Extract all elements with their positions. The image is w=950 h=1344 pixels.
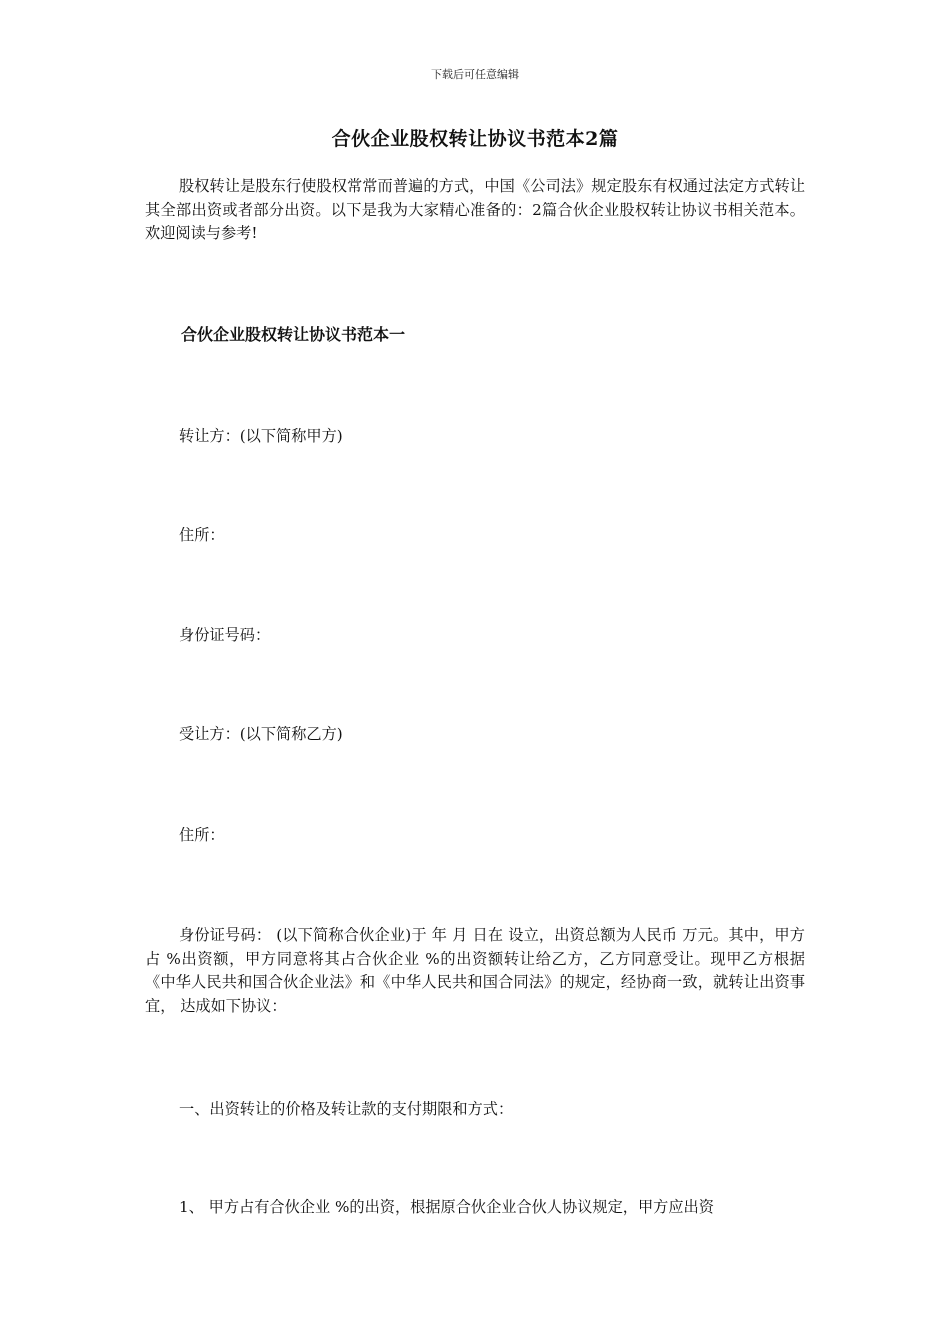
id-number-paragraph: 身份证号码： (以下简称合伙企业)于 年 月 日在 设立，出资总额为人民币 万元。其中，甲方占 %出资额，甲方同意将其占合伙企业 %的出资额转让给乙方，乙方同意受让。现甲乙方根据《中华人民共和国合伙企业法》和《中华人民共和国合同法》的规定，经协商一致，就转让出资事宜， 达成如下协议： <box>145 926 805 1015</box>
document-title: 合伙企业股权转让协议书范本2篇 <box>331 128 619 150</box>
intro-paragraph: 股权转让是股东行使股权常常而普遍的方式，中国《公司法》规定股东有权通过法定方式转让其全部出资或者部分出资。以下是我为大家精心准备的：2篇合伙企业股权转让协议书相关范本。欢迎阅读与参考! <box>145 177 805 242</box>
transferor-line: 转让方：(以下简称甲方) <box>179 427 343 445</box>
address-line-2: 住所： <box>179 826 225 844</box>
clause-heading: 一、出资转让的价格及转让款的支付期限和方式： <box>179 1100 514 1118</box>
header-note: 下载后可任意编辑 <box>431 68 519 81</box>
id-number-line-1: 身份证号码： <box>179 626 271 644</box>
transferee-line: 受让方：(以下简称乙方) <box>179 725 343 743</box>
address-line-1: 住所： <box>179 526 225 544</box>
section-title: 合伙企业股权转让协议书范本一 <box>181 325 406 344</box>
clause-item-1: 1、 甲方占有合伙企业 %的出资，根据原合伙企业合伙人协议规定，甲方应出资 <box>179 1198 714 1216</box>
